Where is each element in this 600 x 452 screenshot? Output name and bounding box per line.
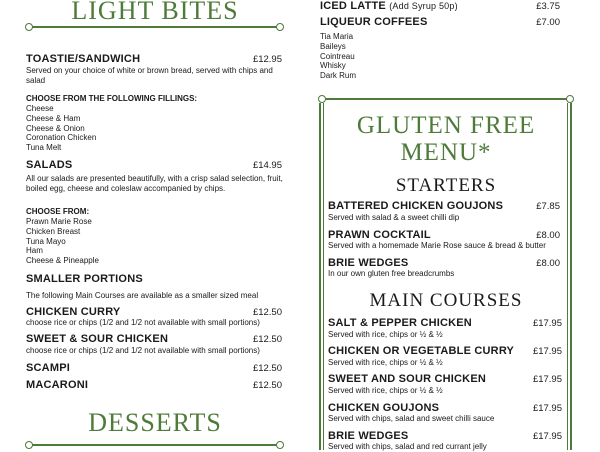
smaller-portions-description: The following Main Courses are available as a smaller sized meal [26,291,259,300]
list-item: Cheese [26,104,54,113]
main-course-description: Served with rice, chips or ½ & ½ [328,330,443,339]
starters-heading: STARTERS [395,175,497,196]
list-item: Cointreau [320,51,355,61]
main-course-price: £17.95 [532,374,562,385]
starter-description: In our own gluten free breadcrumbs [328,269,455,278]
salads-price: £14.95 [252,160,282,171]
liqueur-coffees-title: LIQUEUR COFFEES [320,16,428,28]
rule-end-dot [318,95,326,103]
chicken-curry-price: £12.50 [252,307,282,318]
starter-price: £7.85 [536,201,560,212]
frame-left-rule [319,103,321,450]
starter-title: PRAWN COCKTAIL [328,229,431,241]
starter-price: £8.00 [536,230,560,241]
toastie-description: Served on your choice of white or brown bread, served with chips and salad [26,66,273,85]
scampi-price: £12.50 [252,363,282,374]
list-item: Chicken Breast [26,226,81,236]
liqueur-list [320,32,356,81]
gluten-free-title: GLUTEN FREE [356,112,536,139]
main-course-description: Served with chips, salad and red currant jelly [328,442,487,451]
main-courses-heading: MAIN COURSES [369,290,523,311]
scampi-title: SCAMPI [26,362,70,374]
list-item: Baileys [320,41,346,51]
list-item: Tuna Melt [26,143,62,153]
list-item: Cheese & Pineapple [26,256,99,266]
sweet-sour-price: £12.50 [252,334,282,345]
main-course-title: SWEET AND SOUR CHICKEN [328,373,486,385]
toastie-price: £12.95 [252,54,282,65]
salads-title: SALADS [26,159,73,171]
starter-description: Served with a homemade Marie Rose sauce & bread & butter [328,241,546,250]
main-course-title: SALT & PEPPER CHICKEN [328,317,472,329]
main-course-title: CHICKEN GOUJONS [328,402,440,414]
list-item: Cheese & Ham [26,113,81,123]
choose-from-heading: CHOOSE FROM: [26,207,90,216]
main-course-price: £17.95 [532,431,562,442]
sweet-sour-description: choose rice or chips (1/2 and 1/2 not available with small portions) [26,346,260,355]
macaroni-price: £12.50 [252,380,282,391]
starter-title: BATTERED CHICKEN GOUJONS [328,200,504,212]
main-course-description: Served with rice, chips or ½ & ½ [328,386,443,395]
main-course-description: Served with rice, chips or ½ & ½ [328,358,443,367]
iced-latte-note: (Add Syrup 50p) [389,1,458,11]
desserts-heading: DESSERTS [88,408,222,437]
smaller-portions-title: SMALLER PORTIONS [26,273,143,285]
list-item: Tia Maria [320,32,354,41]
main-course-title: BRIE WEDGES [328,430,409,442]
gluten-free-menu-title: MENU* [400,139,492,166]
main-course-price: £17.95 [532,403,562,414]
list-item: Whisky [320,61,346,71]
choose-from-list [26,217,99,266]
starter-description: Served with salad & a sweet chilli dip [328,213,460,222]
iced-latte-price: £3.75 [536,1,560,12]
chicken-curry-description: choose rice or chips (1/2 and 1/2 not available with small portions) [26,318,260,327]
starter-price: £8.00 [536,258,560,269]
toastie-title: TOASTIE/SANDWICH [26,53,141,65]
light-bites-heading: LIGHT BITES [71,0,239,25]
starter-title: BRIE WEDGES [328,257,409,269]
macaroni-title: MACARONI [26,379,89,391]
list-item: Ham [26,246,43,256]
fillings-heading: CHOOSE FROM THE FOLLOWING FILLINGS: [26,94,198,103]
main-course-title: CHICKEN OR VEGETABLE CURRY [328,345,515,357]
list-item: Prawn Marie Rose [26,217,92,226]
list-item: Tuna Mayo [26,236,66,246]
light-bites-rule [30,26,280,28]
rule-end-dot [276,441,284,449]
rule-end-dot [25,441,33,449]
rule-end-dot [566,95,574,103]
list-item: Cheese & Onion [26,123,85,133]
list-item: Coronation Chicken [26,133,97,143]
main-course-description: Served with chips, salad and sweet chilli sauce [328,414,495,423]
fillings-list [26,104,96,153]
liqueur-coffees-price: £7.00 [536,17,560,28]
frame-right-rule [570,103,572,450]
gluten-free-top-rule [324,98,570,100]
desserts-rule [30,444,280,446]
iced-latte-title [320,0,458,12]
iced-latte-name: ICED LATTE [320,0,386,12]
main-course-price: £17.95 [532,346,562,357]
chicken-curry-title: CHICKEN CURRY [26,306,121,318]
salads-description: All our salads are presented beautifully, with a crisp salad selection, fruit, boiled egg, cheese and coleslaw accompanied by chips. [26,174,283,193]
list-item: Dark Rum [320,71,357,81]
sweet-sour-title: SWEET & SOUR CHICKEN [26,333,169,345]
main-course-price: £17.95 [532,318,562,329]
